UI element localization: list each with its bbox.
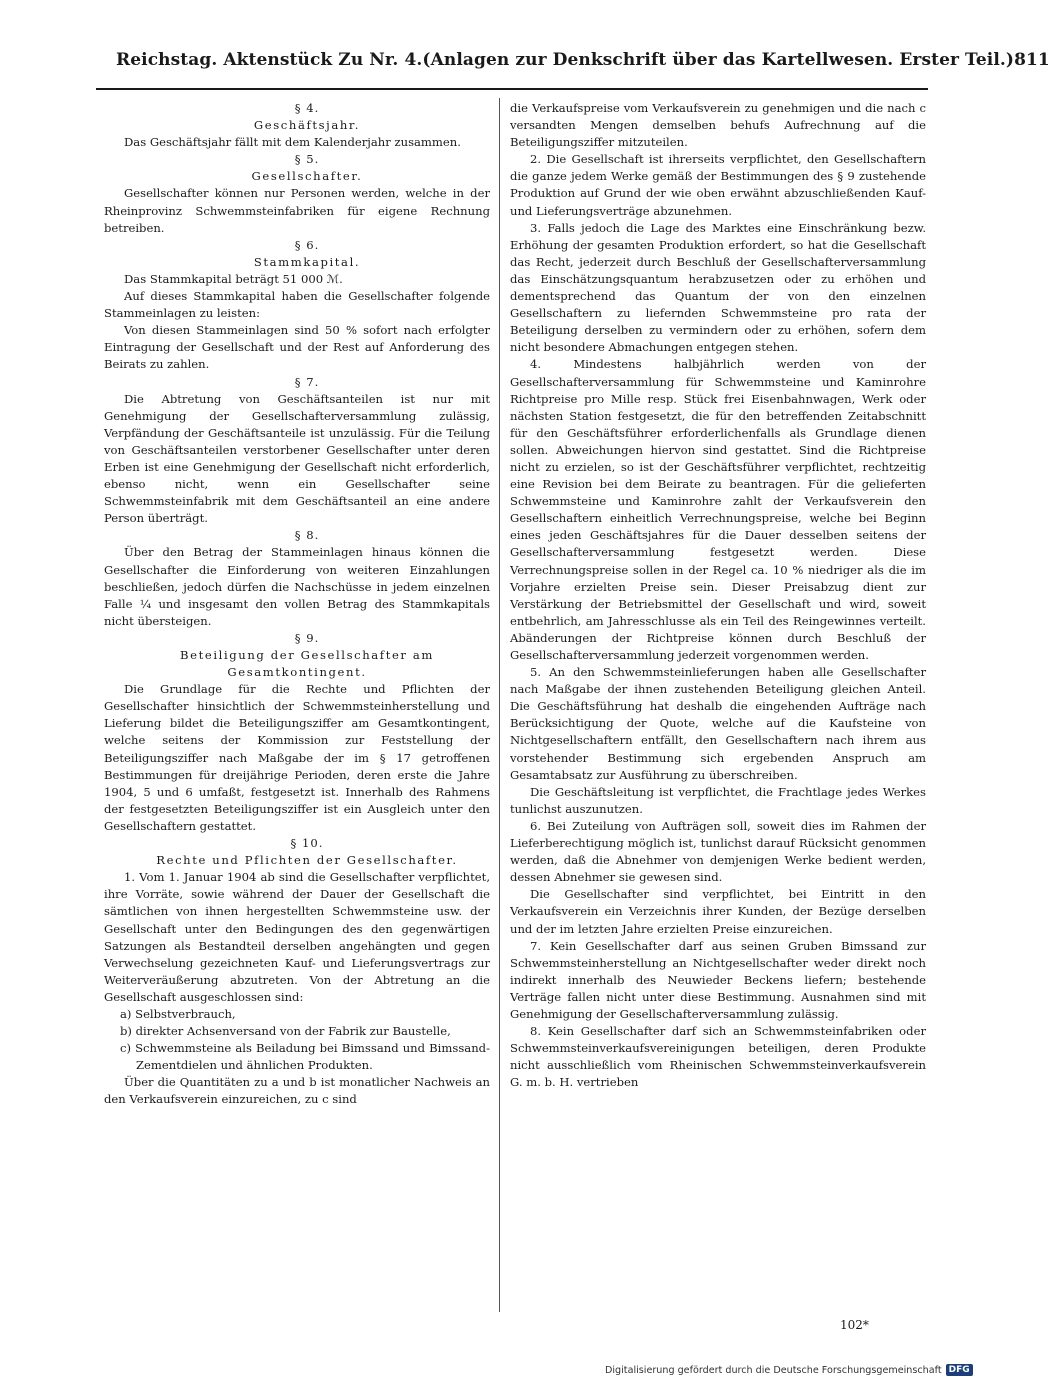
- left-section-title: Gesellschafter.: [251, 169, 363, 184]
- left-paragraph: Gesellschafter können nur Personen werden, welche in der Rheinprovinz Schwemmsteinfabriken für eigene Rechnung betreiben.: [104, 186, 490, 235]
- footer-text: Digitalisierung gefördert durch die Deutsche Forschungsgemeinschaft: [605, 1364, 942, 1376]
- left-section-number: § 4.: [294, 101, 320, 115]
- signature-mark: 102*: [840, 1318, 869, 1332]
- right-paragraph: 6. Bei Zuteilung von Aufträgen soll, soweit dies im Rahmen der Lieferberechtigung möglich ist, tunlichst darauf Rücksicht genommen werden, daß die Abnehmer von demjenigen Werke bedient werden, dessen Abnehmer sie gewesen sind.: [510, 818, 926, 885]
- left-section-number: § 8.: [294, 528, 320, 543]
- right-paragraph: 2. Die Gesellschaft ist ihrerseits verpflichtet, den Gesellschaftern die ganze jedem Werke gemäß der Bestimmungen des § 9 zustehende Produktion auf Grund der wie oben erwähnt abzuschließenden Kauf- und Lieferungsverträge abzunehmen.: [510, 152, 926, 218]
- right-paragraph: 3. Falls jedoch die Lage des Marktes eine Einschränkung bezw. Erhöhung der gesamten Produktion erfordert, so hat die Gesellschaft das Recht, jederzeit durch Beschluß der Gesellschafterversammlung das Einschätzungsquantum herabzusetzen oder zu erhöhen und dementsprechend das Quantum der von den einzelnen Gesellschaftern zu liefernden Schwemmsteine pro rata der Beteiligung derselben zu vermindern oder zu erhöhen, sofern dem nicht besondere Abmachungen entgegen stehen.: [510, 220, 926, 355]
- header-middle: (Anlagen zur Denkschrift über das Kartellwesen. Erster Teil.): [422, 50, 1015, 70]
- left-list-item: a) Selbstverbrauch,: [120, 1006, 236, 1021]
- right-column: [510, 100, 926, 1091]
- left-section-title: Rechte und Pflichten der Gesellschafter.: [156, 853, 458, 868]
- left-paragraph: Die Grundlage für die Rechte und Pflichten der Gesellschafter hinsichtlich der Schwemmsteinherstellung und Lieferung bildet die Beteiligungsziffer am Gesamtkontingent, welche seitens der Kommission zur Feststellung der Beteiligungsziffer nach Maßgabe der im § 17 getroffenen Bestimmungen für dreijährige Perioden, deren erste die Jahre 1904, 5 und 6 umfaßt, festgesetzt ist. Innerhalb des Rahmens der festgesetzten Beteiligungsziffer ist ein Ausgleich unter den Gesellschaftern gestattet.: [104, 682, 490, 833]
- left-list-item: c) Schwemmsteine als Beiladung bei Bimssand und Bimssand-Zementdielen und ähnlichen Produkten.: [120, 1041, 490, 1073]
- left-paragraph: Die Abtretung von Geschäftsanteilen ist nur mit Genehmigung der Gesellschafterversammlung zulässig, Verpfändung der Geschäftsanteile ist unzulässig. Für die Teilung von Geschäftsanteilen verstorbener Gesellschafter unter deren Erben ist eine Genehmigung der Gesellschaft nicht erforderlich, ebenso nicht, wenn ein Gesellschafter seine Schwemmsteinfabrik mit dem Geschäftsanteil an eine andere Person überträgt.: [104, 391, 490, 526]
- running-header: [116, 50, 1050, 84]
- left-section-number: § 10.: [290, 836, 324, 851]
- left-paragraph: Über die Quantitäten zu a und b ist monatlicher Nachweis an den Verkaufsverein einzureichen, zu c sind: [104, 1075, 490, 1107]
- left-paragraph: 1. Vom 1. Januar 1904 ab sind die Gesellschafter verpflichtet, ihre Vorräte, sowie während der Dauer der Gesellschaft die sämtlichen von ihnen hergestellten Schwemmsteine usw. der Gesellschaft unter den Bedingungen des den gegenwärtigen Satzungen als Bestandteil derselben angehängten und gegen Verwechselung gezeichneten Kauf- und Lieferungsvertrags zur Weiterveräußerung abzutreten. Von der Abtretung an die Gesellschaft ausgeschlossen sind:: [104, 870, 490, 1004]
- header-rule: [96, 88, 928, 90]
- left-section-number: § 5.: [294, 152, 320, 167]
- page-number: 811: [1014, 50, 1050, 70]
- right-paragraph: 7. Kein Gesellschafter darf aus seinen Gruben Bimssand zur Schwemmsteinherstellung an Nichtgesellschafter weder direkt noch indirekt innerhalb des Neuwieder Beckens liefern; bestehende Verträge fallen nicht unter diese Bestimmung. Ausnahmen sind mit Genehmigung der Gesellschafterversammlung zulässig.: [510, 938, 926, 1021]
- left-paragraph: Auf dieses Stammkapital haben die Gesellschafter folgende Stammeinlagen zu leisten:: [104, 289, 490, 321]
- right-paragraph: Die Gesellschafter sind verpflichtet, bei Eintritt in den Verkaufsverein ein Verzeichnis ihrer Kunden, der Bezüge derselben und der im letzten Jahre erzielten Preise einzureichen.: [510, 887, 926, 936]
- left-section-title: Beteiligung der Gesellschafter am Gesamtkontingent.: [180, 648, 434, 680]
- left-paragraph: Über den Betrag der Stammeinlagen hinaus können die Gesellschafter die Einforderung von weiteren Einzahlungen beschließen, jedoch dürfen die Nachschüsse in jedem einzelnen Falle ¼ und insgesamt den vollen Betrag des Stammkapitals nicht übersteigen.: [104, 545, 490, 628]
- right-paragraph: 4. Mindestens halbjährlich werden von der Gesellschafterversammlung für Schwemmsteine und Kaminrohre Richtpreise pro Mille resp. Stück frei Eisenbahnwagen, Werk oder nächsten Station festgesetzt, die für den betreffenden Zeitabschnitt für den Geschäftsführer erforderlichenfalls als Grundlage dienen sollen. Abweichungen hiervon sind gestattet. Sind die Richtpreise nicht zu erzielen, so ist der Geschäftsführer verpflichtet, rechtzeitig eine Revision bei dem Beirate zu beantragen. Für die gelieferten Schwemmsteine und Kaminrohre zahlt der Verkaufsverein den Gesellschaftern einheitlich Verrechnungspreise, welche bei Beginn eines jeden Geschäftsjahres für die Dauer desselben seitens der Gesellschafterversammlung festgesetzt werden. Diese Verrechnungspreise sollen in der Regel ca. 10 % niedriger als die im Vorjahre erzielten Preise sein. Dieser Preisabzug dient zur Verstärkung der Betriebsmittel der Gesellschaft und wird, soweit entbehrlich, am Jahresschlusse als ein Teil des Reingewinnes verteilt. Abänderungen der Richtpreise können durch Beschluß der Gesellschafterversammlung jederzeit vorgenommen werden.: [510, 357, 926, 662]
- left-paragraph: Das Geschäftsjahr fällt mit dem Kalenderjahr zusammen.: [124, 135, 461, 150]
- right-paragraph: 8. Kein Gesellschafter darf sich an Schwemmsteinfabriken oder Schwemmsteinverkaufsvereinigungen beteiligen, deren Produkte nicht ausschließlich vom Rheinischen Schwemmsteinverkaufsverein G. m. b. H. vertrieben: [510, 1024, 926, 1090]
- left-paragraph: Das Stammkapital beträgt 51 000 ℳ.: [124, 271, 343, 286]
- dfg-logo-icon: DFG: [946, 1364, 973, 1376]
- right-paragraph: die Verkaufspreise vom Verkaufsverein zu genehmigen und die nach c versandten Mengen demselben behufs Aufrechnung auf die Beteiligungsziffer mitzuteilen.: [510, 101, 926, 150]
- right-paragraph: Die Geschäftsleitung ist verpflichtet, die Frachtlage jedes Werkes tunlichst auszunutzen.: [510, 784, 926, 816]
- right-paragraph: 5. An den Schwemmsteinlieferungen haben alle Gesellschafter nach Maßgabe der ihnen zustehenden Beteiligung gleichen Anteil. Die Geschäftsführung hat deshalb die eingehenden Aufträge nach Berücksichtigung der Quote, welche auf die Kaufsteine von Nichtgesellschaftern entfällt, den Gesellschaftern nach ihrem aus vorstehender Bestimmung sich ergebenden Anspruch am Gesamtabsatz zur Ausführung zu überschreiben.: [510, 665, 926, 782]
- left-section-number: § 6.: [294, 237, 320, 252]
- left-section-number: § 7.: [294, 374, 320, 389]
- left-paragraph: Von diesen Stammeinlagen sind 50 % sofort nach erfolgter Eintragung der Gesellschaft und der Rest auf Anforderung des Beirats zu zahlen.: [104, 323, 490, 372]
- header-left: Reichstag. Aktenstück Zu Nr. 4.: [116, 50, 423, 70]
- footer: [605, 1364, 973, 1376]
- left-column: [104, 100, 490, 1109]
- column-divider: [499, 98, 500, 1312]
- left-section-title: Geschäftsjahr.: [253, 118, 361, 133]
- left-section-number: § 9.: [294, 630, 320, 645]
- left-section-title: Stammkapital.: [253, 254, 361, 269]
- left-list-item: b) direkter Achsenversand von der Fabrik zur Baustelle,: [120, 1024, 451, 1039]
